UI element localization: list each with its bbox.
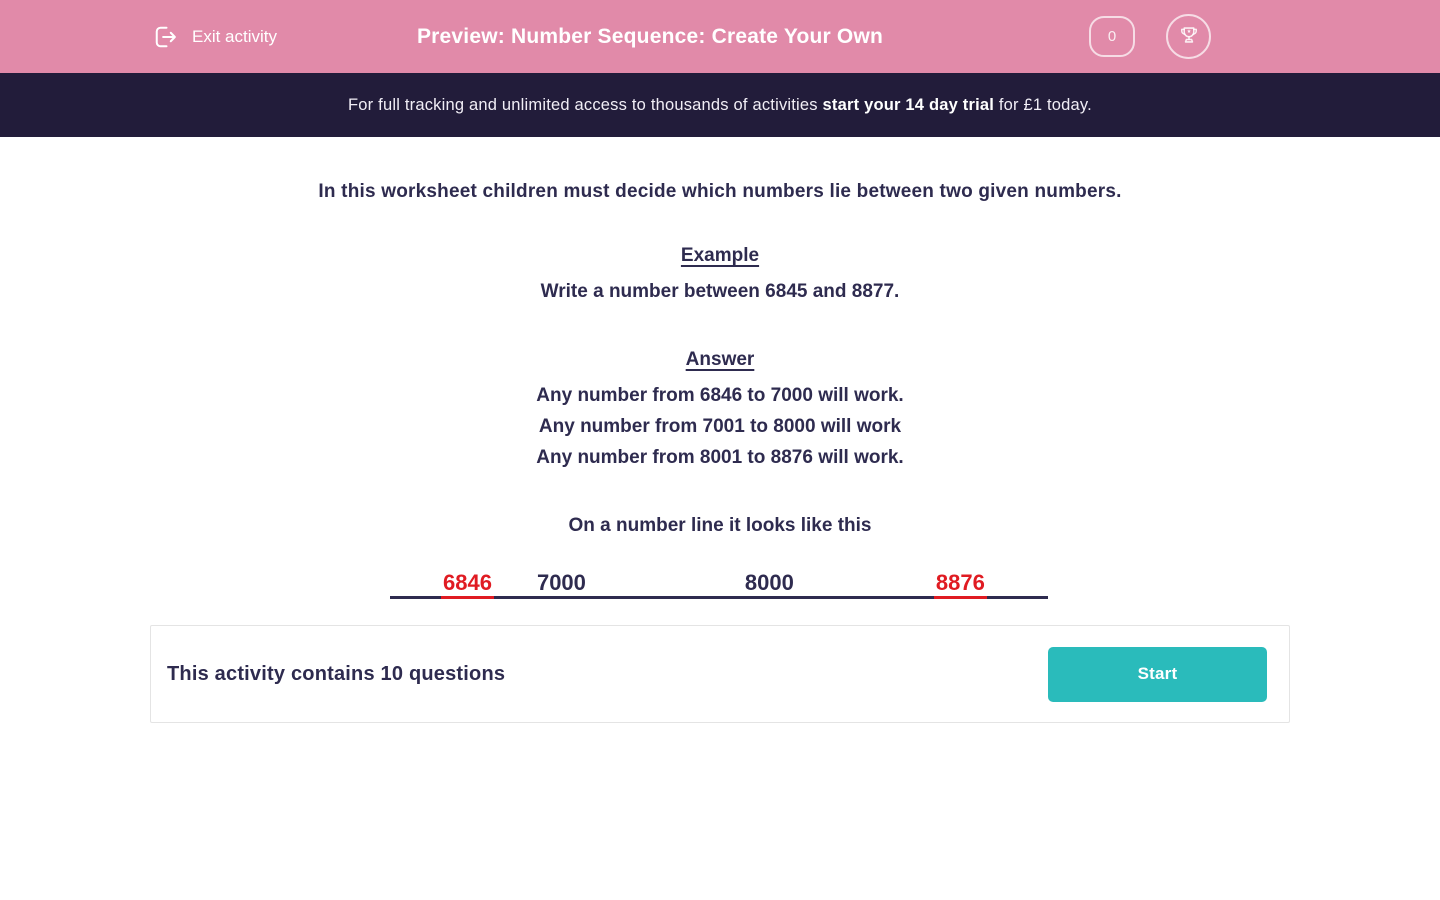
- number-line: [390, 571, 1050, 599]
- top-header-bar: [0, 0, 1440, 73]
- trial-text-after: for £1 today.: [994, 95, 1092, 114]
- number-line-segment: [390, 596, 441, 599]
- answer-line: Any number from 8001 to 8876 will work.: [536, 447, 904, 468]
- number-line-segment: [588, 596, 743, 599]
- worksheet-intro: In this worksheet children must decide which numbers lie between two given numbers.: [318, 181, 1122, 202]
- number-line-label-8876: 8876: [934, 571, 987, 599]
- trophy-icon: [1176, 22, 1202, 51]
- example-text: Write a number between 6845 and 8877.: [540, 281, 900, 302]
- exit-activity-button[interactable]: [150, 22, 277, 52]
- rewards-button[interactable]: [1166, 14, 1211, 59]
- answer-lines: [0, 380, 1440, 473]
- number-line-label-7000: 7000: [535, 571, 588, 599]
- score-count: 0: [1107, 28, 1117, 45]
- example-heading: Example: [680, 245, 760, 266]
- trial-banner: [0, 73, 1440, 137]
- question-count-text: This activity contains 10 questions: [167, 662, 506, 685]
- trial-banner-text: [348, 96, 1092, 115]
- header-right-group: [1089, 0, 1211, 73]
- number-line-label-8000: 8000: [743, 571, 796, 599]
- score-badge: [1089, 16, 1135, 57]
- answer-line: Any number from 6846 to 7000 will work.: [536, 385, 904, 406]
- number-line-segment: [987, 596, 1048, 599]
- activity-info-card: [150, 625, 1290, 723]
- number-line-label-6846: 6846: [441, 571, 494, 599]
- number-line-segment: [494, 596, 535, 599]
- page-title: Preview: Number Sequence: Create Your Own: [416, 24, 884, 48]
- number-line-segment: [796, 596, 934, 599]
- number-line-caption: On a number line it looks like this: [568, 515, 872, 536]
- trial-link[interactable]: start your 14 day trial: [822, 95, 995, 114]
- exit-logout-icon: [150, 22, 180, 52]
- trial-text-before: For full tracking and unlimited access to thousands of activities: [348, 95, 823, 114]
- answer-heading: Answer: [685, 349, 755, 370]
- start-button[interactable]: Start: [1048, 647, 1267, 702]
- answer-line: Any number from 7001 to 8000 will work: [538, 416, 902, 437]
- exit-activity-label: Exit activity: [192, 26, 278, 46]
- worksheet-preview: [0, 181, 1440, 723]
